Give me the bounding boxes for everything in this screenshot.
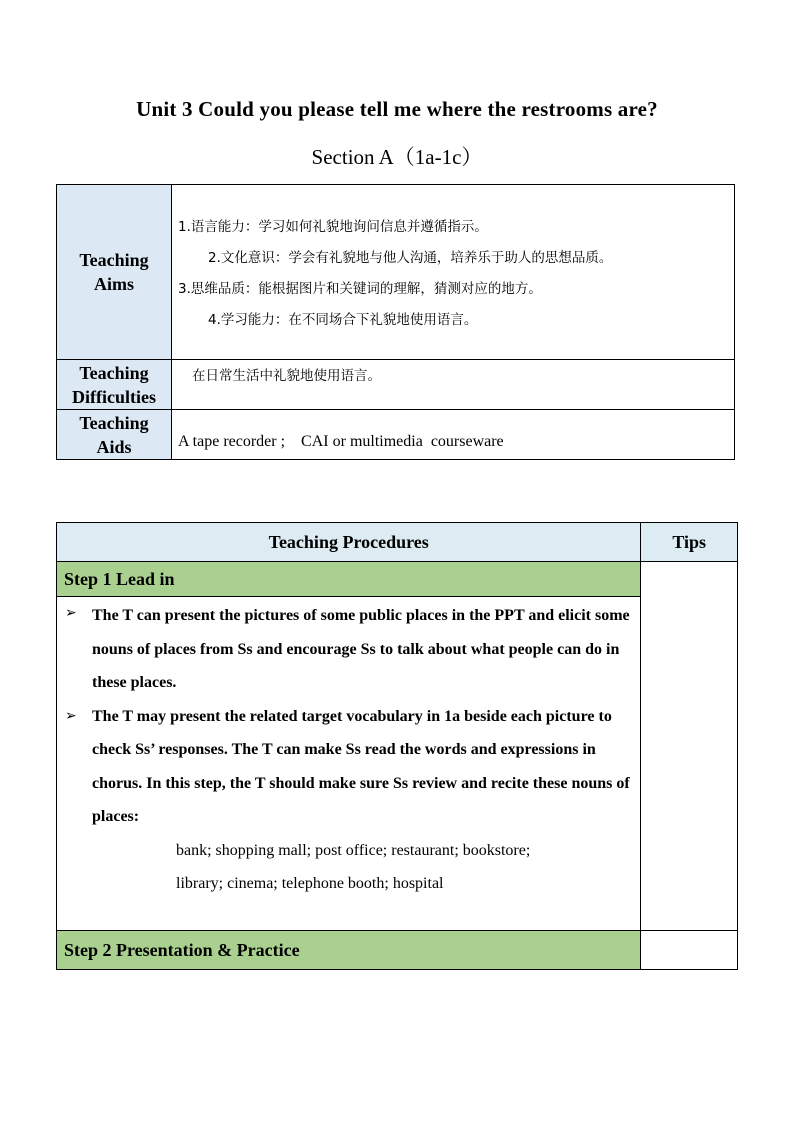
aims-row bbox=[57, 185, 735, 360]
difficulties-row bbox=[57, 360, 735, 410]
list-item bbox=[57, 597, 640, 700]
arrow-bullet-icon: ➢ bbox=[65, 605, 77, 621]
aids-row bbox=[57, 410, 735, 460]
step1-content bbox=[57, 597, 641, 931]
aims-label bbox=[57, 185, 172, 360]
step2-row bbox=[57, 931, 738, 970]
difficulties-label-line-1: Teaching bbox=[79, 362, 149, 383]
list-item bbox=[57, 700, 640, 834]
procedures-table bbox=[56, 522, 738, 970]
difficulties-content: 在日常生活中礼貌地使用语言。 bbox=[172, 360, 735, 410]
aids-label-line-2: Aids bbox=[96, 436, 132, 457]
places-line: library; cinema; telephone booth; hospital bbox=[176, 874, 444, 892]
step1-row bbox=[57, 562, 738, 597]
aims-content bbox=[172, 185, 735, 360]
arrow-bullet-icon: ➢ bbox=[65, 707, 77, 724]
tips-header: Tips bbox=[641, 523, 738, 562]
aims-label-line-2: Aims bbox=[94, 274, 134, 294]
aim-item: 1.语言能力：学习如何礼貌地询问信息并遵循指示。 bbox=[178, 219, 488, 235]
document-title: Unit 3 Could you please tell me where the restrooms are? bbox=[136, 97, 658, 121]
aim-item: 4.学习能力：在不同场合下礼貌地使用语言。 bbox=[208, 312, 478, 328]
document-subtitle: Section A（1a-1c） bbox=[311, 145, 483, 169]
aids-label-line-1: Teaching bbox=[79, 412, 149, 433]
step1-heading: Step 1 Lead in bbox=[57, 562, 641, 597]
procedures-header-row bbox=[57, 523, 738, 562]
step2-heading: Step 2 Presentation & Practice bbox=[57, 931, 641, 970]
places-list bbox=[57, 834, 640, 900]
difficulties-label bbox=[57, 360, 172, 410]
step2-tips-cell bbox=[641, 931, 738, 970]
step1-content-row bbox=[57, 597, 738, 931]
difficulties-label-line-2: Difficulties bbox=[72, 386, 156, 407]
procedures-header: Teaching Procedures bbox=[57, 523, 641, 562]
aim-item: 2.文化意识：学会有礼貌地与他人沟通，培养乐于助人的思想品质。 bbox=[208, 250, 613, 266]
step1-tips-cell bbox=[641, 562, 738, 931]
aims-label-line-1: Teaching bbox=[79, 250, 149, 270]
lesson-info-table bbox=[56, 184, 735, 460]
places-line: bank; shopping mall; post office; restaurant; bookstore; bbox=[176, 841, 531, 859]
bullet-text: The T can present the pictures of some public places in the PPT and elicit some nouns of places from Ss and encourage Ss to talk about what people can do in these places. bbox=[92, 607, 630, 691]
bullet-text: The T may present the related target vocabulary in 1a beside each picture to check Ss’ responses. The T can make Ss read the words and expressions in chorus. In this step, the T should make sure Ss review and recite these nouns of places: bbox=[92, 707, 630, 825]
aim-item: 3.思维品质：能根据图片和关键词的理解，猜测对应的地方。 bbox=[178, 281, 542, 297]
aids-label bbox=[57, 410, 172, 460]
aids-content: A tape recorder ; CAI or multimedia courseware bbox=[172, 410, 735, 460]
